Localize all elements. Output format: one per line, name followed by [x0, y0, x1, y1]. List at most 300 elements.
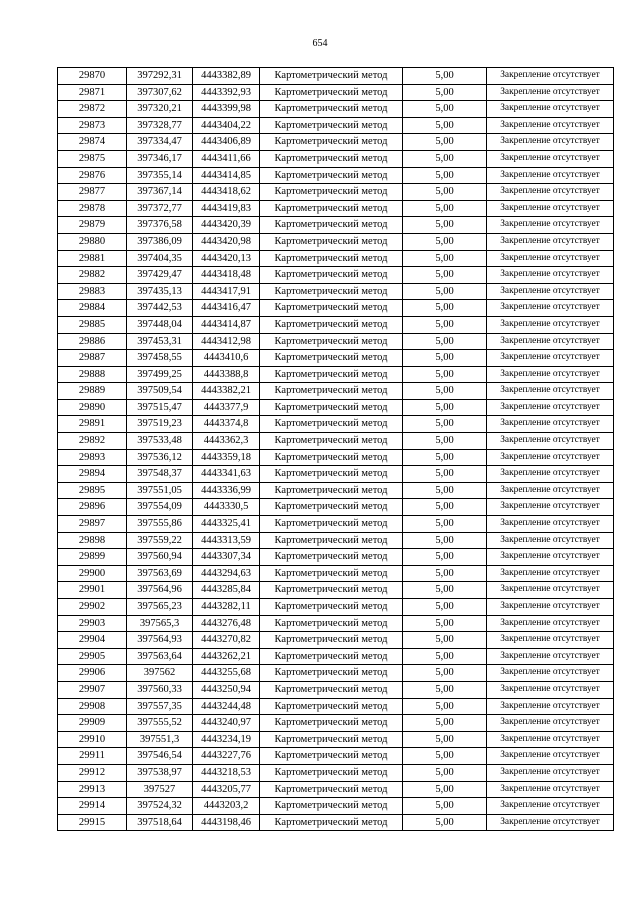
table-row: [58, 731, 614, 748]
table-row: [58, 499, 614, 516]
table-row: [58, 150, 614, 167]
x-coordinate-cell: 397429,47: [127, 267, 193, 284]
method-cell: Картометрический метод: [260, 681, 403, 698]
x-coordinate-cell: 397334,47: [127, 134, 193, 151]
fixation-cell: Закрепление отсутствует: [487, 84, 614, 101]
accuracy-cell: 5,00: [403, 333, 487, 350]
y-coordinate-cell: 4443336,99: [193, 482, 260, 499]
method-cell: Картометрический метод: [260, 101, 403, 118]
y-coordinate-cell: 4443313,59: [193, 532, 260, 549]
x-coordinate-cell: 397509,54: [127, 383, 193, 400]
x-coordinate-cell: 397386,09: [127, 233, 193, 250]
accuracy-cell: 5,00: [403, 433, 487, 450]
y-coordinate-cell: 4443234,19: [193, 731, 260, 748]
accuracy-cell: 5,00: [403, 383, 487, 400]
x-coordinate-cell: 397372,77: [127, 200, 193, 217]
x-coordinate-cell: 397307,62: [127, 84, 193, 101]
fixation-cell: Закрепление отсутствует: [487, 150, 614, 167]
point-number-cell: 29898: [58, 532, 127, 549]
y-coordinate-cell: 4443382,89: [193, 68, 260, 85]
x-coordinate-cell: 397564,93: [127, 632, 193, 649]
fixation-cell: Закрепление отсутствует: [487, 250, 614, 267]
y-coordinate-cell: 4443250,94: [193, 681, 260, 698]
fixation-cell: Закрепление отсутствует: [487, 383, 614, 400]
point-number-cell: 29895: [58, 482, 127, 499]
accuracy-cell: 5,00: [403, 184, 487, 201]
method-cell: Картометрический метод: [260, 798, 403, 815]
y-coordinate-cell: 4443414,87: [193, 316, 260, 333]
point-number-cell: 29891: [58, 416, 127, 433]
accuracy-cell: 5,00: [403, 648, 487, 665]
fixation-cell: Закрепление отсутствует: [487, 781, 614, 798]
method-cell: Картометрический метод: [260, 715, 403, 732]
accuracy-cell: 5,00: [403, 565, 487, 582]
x-coordinate-cell: 397555,86: [127, 516, 193, 533]
y-coordinate-cell: 4443359,18: [193, 449, 260, 466]
x-coordinate-cell: 397546,54: [127, 748, 193, 765]
point-number-cell: 29912: [58, 764, 127, 781]
method-cell: Картометрический метод: [260, 582, 403, 599]
method-cell: Картометрический метод: [260, 233, 403, 250]
fixation-cell: Закрепление отсутствует: [487, 482, 614, 499]
table-row: [58, 532, 614, 549]
point-number-cell: 29886: [58, 333, 127, 350]
point-number-cell: 29907: [58, 681, 127, 698]
fixation-cell: Закрепление отсутствует: [487, 648, 614, 665]
x-coordinate-cell: 397551,3: [127, 731, 193, 748]
method-cell: Картометрический метод: [260, 366, 403, 383]
method-cell: Картометрический метод: [260, 333, 403, 350]
x-coordinate-cell: 397557,35: [127, 698, 193, 715]
y-coordinate-cell: 4443406,89: [193, 134, 260, 151]
accuracy-cell: 5,00: [403, 665, 487, 682]
fixation-cell: Закрепление отсутствует: [487, 798, 614, 815]
point-number-cell: 29870: [58, 68, 127, 85]
point-number-cell: 29889: [58, 383, 127, 400]
table-row: [58, 466, 614, 483]
table-row: [58, 350, 614, 367]
fixation-cell: Закрепление отсутствует: [487, 134, 614, 151]
point-number-cell: 29887: [58, 350, 127, 367]
accuracy-cell: 5,00: [403, 300, 487, 317]
accuracy-cell: 5,00: [403, 698, 487, 715]
accuracy-cell: 5,00: [403, 250, 487, 267]
method-cell: Картометрический метод: [260, 449, 403, 466]
table-row: [58, 798, 614, 815]
x-coordinate-cell: 397533,48: [127, 433, 193, 450]
fixation-cell: Закрепление отсутствует: [487, 433, 614, 450]
method-cell: Картометрический метод: [260, 731, 403, 748]
y-coordinate-cell: 4443282,11: [193, 599, 260, 616]
method-cell: Картометрический метод: [260, 781, 403, 798]
x-coordinate-cell: 397565,3: [127, 615, 193, 632]
method-cell: Картометрический метод: [260, 632, 403, 649]
y-coordinate-cell: 4443198,46: [193, 814, 260, 831]
point-number-cell: 29904: [58, 632, 127, 649]
method-cell: Картометрический метод: [260, 150, 403, 167]
fixation-cell: Закрепление отсутствует: [487, 565, 614, 582]
method-cell: Картометрический метод: [260, 184, 403, 201]
point-number-cell: 29879: [58, 217, 127, 234]
table-row: [58, 117, 614, 134]
x-coordinate-cell: 397560,33: [127, 681, 193, 698]
point-number-cell: 29881: [58, 250, 127, 267]
table-row: [58, 814, 614, 831]
method-cell: Картометрический метод: [260, 516, 403, 533]
table-row: [58, 748, 614, 765]
table-row: [58, 316, 614, 333]
accuracy-cell: 5,00: [403, 549, 487, 566]
method-cell: Картометрический метод: [260, 433, 403, 450]
x-coordinate-cell: 397562: [127, 665, 193, 682]
y-coordinate-cell: 4443392,93: [193, 84, 260, 101]
method-cell: Картометрический метод: [260, 565, 403, 582]
method-cell: Картометрический метод: [260, 599, 403, 616]
table-row: [58, 449, 614, 466]
method-cell: Картометрический метод: [260, 416, 403, 433]
method-cell: Картометрический метод: [260, 482, 403, 499]
y-coordinate-cell: 4443420,98: [193, 233, 260, 250]
accuracy-cell: 5,00: [403, 134, 487, 151]
point-number-cell: 29892: [58, 433, 127, 450]
x-coordinate-cell: 397565,23: [127, 599, 193, 616]
x-coordinate-cell: 397524,32: [127, 798, 193, 815]
fixation-cell: Закрепление отсутствует: [487, 283, 614, 300]
method-cell: Картометрический метод: [260, 764, 403, 781]
y-coordinate-cell: 4443276,48: [193, 615, 260, 632]
x-coordinate-cell: 397355,14: [127, 167, 193, 184]
table-row: [58, 698, 614, 715]
point-number-cell: 29908: [58, 698, 127, 715]
y-coordinate-cell: 4443417,91: [193, 283, 260, 300]
point-number-cell: 29880: [58, 233, 127, 250]
x-coordinate-cell: 397563,64: [127, 648, 193, 665]
fixation-cell: Закрепление отсутствует: [487, 731, 614, 748]
table-row: [58, 615, 614, 632]
accuracy-cell: 5,00: [403, 350, 487, 367]
accuracy-cell: 5,00: [403, 615, 487, 632]
method-cell: Картометрический метод: [260, 698, 403, 715]
table-row: [58, 68, 614, 85]
point-number-cell: 29873: [58, 117, 127, 134]
fixation-cell: Закрепление отсутствует: [487, 748, 614, 765]
x-coordinate-cell: 397536,12: [127, 449, 193, 466]
accuracy-cell: 5,00: [403, 681, 487, 698]
table-row: [58, 366, 614, 383]
y-coordinate-cell: 4443307,34: [193, 549, 260, 566]
table-row: [58, 383, 614, 400]
x-coordinate-cell: 397320,21: [127, 101, 193, 118]
accuracy-cell: 5,00: [403, 798, 487, 815]
coordinates-table: [57, 67, 614, 831]
table-row: [58, 399, 614, 416]
fixation-cell: Закрепление отсутствует: [487, 698, 614, 715]
table-row: [58, 582, 614, 599]
table-row: [58, 300, 614, 317]
point-number-cell: 29914: [58, 798, 127, 815]
y-coordinate-cell: 4443218,53: [193, 764, 260, 781]
method-cell: Картометрический метод: [260, 68, 403, 85]
method-cell: Картометрический метод: [260, 549, 403, 566]
y-coordinate-cell: 4443420,39: [193, 217, 260, 234]
method-cell: Картометрический метод: [260, 615, 403, 632]
accuracy-cell: 5,00: [403, 399, 487, 416]
table-row: [58, 84, 614, 101]
fixation-cell: Закрепление отсутствует: [487, 68, 614, 85]
table-row: [58, 681, 614, 698]
table-row: [58, 250, 614, 267]
y-coordinate-cell: 4443255,68: [193, 665, 260, 682]
x-coordinate-cell: 397538,97: [127, 764, 193, 781]
accuracy-cell: 5,00: [403, 167, 487, 184]
fixation-cell: Закрепление отсутствует: [487, 416, 614, 433]
method-cell: Картометрический метод: [260, 383, 403, 400]
accuracy-cell: 5,00: [403, 516, 487, 533]
y-coordinate-cell: 4443414,85: [193, 167, 260, 184]
point-number-cell: 29911: [58, 748, 127, 765]
x-coordinate-cell: 397554,09: [127, 499, 193, 516]
fixation-cell: Закрепление отсутствует: [487, 184, 614, 201]
point-number-cell: 29906: [58, 665, 127, 682]
fixation-cell: Закрепление отсутствует: [487, 399, 614, 416]
y-coordinate-cell: 4443420,13: [193, 250, 260, 267]
point-number-cell: 29900: [58, 565, 127, 582]
point-number-cell: 29903: [58, 615, 127, 632]
accuracy-cell: 5,00: [403, 764, 487, 781]
table-row: [58, 764, 614, 781]
y-coordinate-cell: 4443382,21: [193, 383, 260, 400]
table-row: [58, 200, 614, 217]
accuracy-cell: 5,00: [403, 582, 487, 599]
table-row: [58, 599, 614, 616]
point-number-cell: 29894: [58, 466, 127, 483]
method-cell: Картометрический метод: [260, 466, 403, 483]
y-coordinate-cell: 4443203,2: [193, 798, 260, 815]
method-cell: Картометрический метод: [260, 267, 403, 284]
accuracy-cell: 5,00: [403, 449, 487, 466]
fixation-cell: Закрепление отсутствует: [487, 715, 614, 732]
x-coordinate-cell: 397548,37: [127, 466, 193, 483]
y-coordinate-cell: 4443411,66: [193, 150, 260, 167]
fixation-cell: Закрепление отсутствует: [487, 615, 614, 632]
x-coordinate-cell: 397376,58: [127, 217, 193, 234]
y-coordinate-cell: 4443377,9: [193, 399, 260, 416]
accuracy-cell: 5,00: [403, 366, 487, 383]
accuracy-cell: 5,00: [403, 532, 487, 549]
y-coordinate-cell: 4443325,41: [193, 516, 260, 533]
point-number-cell: 29902: [58, 599, 127, 616]
method-cell: Картометрический метод: [260, 532, 403, 549]
point-number-cell: 29893: [58, 449, 127, 466]
point-number-cell: 29910: [58, 731, 127, 748]
accuracy-cell: 5,00: [403, 499, 487, 516]
point-number-cell: 29885: [58, 316, 127, 333]
accuracy-cell: 5,00: [403, 84, 487, 101]
point-number-cell: 29874: [58, 134, 127, 151]
accuracy-cell: 5,00: [403, 101, 487, 118]
point-number-cell: 29909: [58, 715, 127, 732]
x-coordinate-cell: 397555,52: [127, 715, 193, 732]
point-number-cell: 29871: [58, 84, 127, 101]
x-coordinate-cell: 397404,35: [127, 250, 193, 267]
x-coordinate-cell: 397328,77: [127, 117, 193, 134]
y-coordinate-cell: 4443418,62: [193, 184, 260, 201]
table-row: [58, 648, 614, 665]
y-coordinate-cell: 4443374,8: [193, 416, 260, 433]
accuracy-cell: 5,00: [403, 217, 487, 234]
accuracy-cell: 5,00: [403, 233, 487, 250]
accuracy-cell: 5,00: [403, 200, 487, 217]
y-coordinate-cell: 4443404,22: [193, 117, 260, 134]
fixation-cell: Закрепление отсутствует: [487, 632, 614, 649]
accuracy-cell: 5,00: [403, 632, 487, 649]
method-cell: Картометрический метод: [260, 316, 403, 333]
point-number-cell: 29890: [58, 399, 127, 416]
fixation-cell: Закрепление отсутствует: [487, 499, 614, 516]
point-number-cell: 29905: [58, 648, 127, 665]
x-coordinate-cell: 397499,25: [127, 366, 193, 383]
method-cell: Картометрический метод: [260, 300, 403, 317]
table-row: [58, 549, 614, 566]
x-coordinate-cell: 397559,22: [127, 532, 193, 549]
table-row: [58, 632, 614, 649]
table-row: [58, 184, 614, 201]
x-coordinate-cell: 397442,53: [127, 300, 193, 317]
accuracy-cell: 5,00: [403, 416, 487, 433]
point-number-cell: 29913: [58, 781, 127, 798]
y-coordinate-cell: 4443399,98: [193, 101, 260, 118]
method-cell: Картометрический метод: [260, 648, 403, 665]
y-coordinate-cell: 4443262,21: [193, 648, 260, 665]
accuracy-cell: 5,00: [403, 482, 487, 499]
fixation-cell: Закрепление отсутствует: [487, 366, 614, 383]
table-row: [58, 516, 614, 533]
x-coordinate-cell: 397518,64: [127, 814, 193, 831]
table-row: [58, 283, 614, 300]
fixation-cell: Закрепление отсутствует: [487, 466, 614, 483]
x-coordinate-cell: 397560,94: [127, 549, 193, 566]
x-coordinate-cell: 397448,04: [127, 316, 193, 333]
table-row: [58, 416, 614, 433]
table-row: [58, 781, 614, 798]
accuracy-cell: 5,00: [403, 267, 487, 284]
table-row: [58, 715, 614, 732]
x-coordinate-cell: 397519,23: [127, 416, 193, 433]
x-coordinate-cell: 397515,47: [127, 399, 193, 416]
y-coordinate-cell: 4443294,63: [193, 565, 260, 582]
method-cell: Картометрический метод: [260, 250, 403, 267]
y-coordinate-cell: 4443341,63: [193, 466, 260, 483]
fixation-cell: Закрепление отсутствует: [487, 267, 614, 284]
x-coordinate-cell: 397458,55: [127, 350, 193, 367]
method-cell: Картометрический метод: [260, 217, 403, 234]
y-coordinate-cell: 4443330,5: [193, 499, 260, 516]
accuracy-cell: 5,00: [403, 68, 487, 85]
point-number-cell: 29896: [58, 499, 127, 516]
method-cell: Картометрический метод: [260, 665, 403, 682]
method-cell: Картометрический метод: [260, 814, 403, 831]
fixation-cell: Закрепление отсутствует: [487, 449, 614, 466]
accuracy-cell: 5,00: [403, 466, 487, 483]
method-cell: Картометрический метод: [260, 283, 403, 300]
table-row: [58, 217, 614, 234]
fixation-cell: Закрепление отсутствует: [487, 549, 614, 566]
x-coordinate-cell: 397527: [127, 781, 193, 798]
accuracy-cell: 5,00: [403, 781, 487, 798]
point-number-cell: 29875: [58, 150, 127, 167]
x-coordinate-cell: 397551,05: [127, 482, 193, 499]
point-number-cell: 29877: [58, 184, 127, 201]
fixation-cell: Закрепление отсутствует: [487, 101, 614, 118]
table-row: [58, 482, 614, 499]
accuracy-cell: 5,00: [403, 316, 487, 333]
method-cell: Картометрический метод: [260, 499, 403, 516]
y-coordinate-cell: 4443418,48: [193, 267, 260, 284]
point-number-cell: 29876: [58, 167, 127, 184]
x-coordinate-cell: 397367,14: [127, 184, 193, 201]
table-row: [58, 167, 614, 184]
table-row: [58, 134, 614, 151]
point-number-cell: 29897: [58, 516, 127, 533]
table-row: [58, 333, 614, 350]
x-coordinate-cell: 397564,96: [127, 582, 193, 599]
point-number-cell: 29878: [58, 200, 127, 217]
table-row: [58, 267, 614, 284]
table-row: [58, 665, 614, 682]
table-row: [58, 233, 614, 250]
fixation-cell: Закрепление отсутствует: [487, 665, 614, 682]
y-coordinate-cell: 4443419,83: [193, 200, 260, 217]
fixation-cell: Закрепление отсутствует: [487, 233, 614, 250]
fixation-cell: Закрепление отсутствует: [487, 516, 614, 533]
method-cell: Картометрический метод: [260, 167, 403, 184]
point-number-cell: 29901: [58, 582, 127, 599]
y-coordinate-cell: 4443362,3: [193, 433, 260, 450]
fixation-cell: Закрепление отсутствует: [487, 582, 614, 599]
point-number-cell: 29882: [58, 267, 127, 284]
fixation-cell: Закрепление отсутствует: [487, 333, 614, 350]
coordinates-table-body: [58, 68, 614, 831]
fixation-cell: Закрепление отсутствует: [487, 764, 614, 781]
point-number-cell: 29883: [58, 283, 127, 300]
fixation-cell: Закрепление отсутствует: [487, 200, 614, 217]
fixation-cell: Закрепление отсутствует: [487, 350, 614, 367]
point-number-cell: 29888: [58, 366, 127, 383]
accuracy-cell: 5,00: [403, 599, 487, 616]
page-number: 654: [312, 38, 328, 49]
point-number-cell: 29872: [58, 101, 127, 118]
accuracy-cell: 5,00: [403, 748, 487, 765]
method-cell: Картометрический метод: [260, 399, 403, 416]
fixation-cell: Закрепление отсутствует: [487, 167, 614, 184]
method-cell: Картометрический метод: [260, 134, 403, 151]
y-coordinate-cell: 4443227,76: [193, 748, 260, 765]
y-coordinate-cell: 4443410,6: [193, 350, 260, 367]
accuracy-cell: 5,00: [403, 150, 487, 167]
point-number-cell: 29915: [58, 814, 127, 831]
fixation-cell: Закрепление отсутствует: [487, 814, 614, 831]
accuracy-cell: 5,00: [403, 117, 487, 134]
method-cell: Картометрический метод: [260, 84, 403, 101]
table-row: [58, 565, 614, 582]
point-number-cell: 29884: [58, 300, 127, 317]
point-number-cell: 29899: [58, 549, 127, 566]
y-coordinate-cell: 4443412,98: [193, 333, 260, 350]
table-row: [58, 101, 614, 118]
x-coordinate-cell: 397563,69: [127, 565, 193, 582]
fixation-cell: Закрепление отсутствует: [487, 532, 614, 549]
y-coordinate-cell: 4443205,77: [193, 781, 260, 798]
